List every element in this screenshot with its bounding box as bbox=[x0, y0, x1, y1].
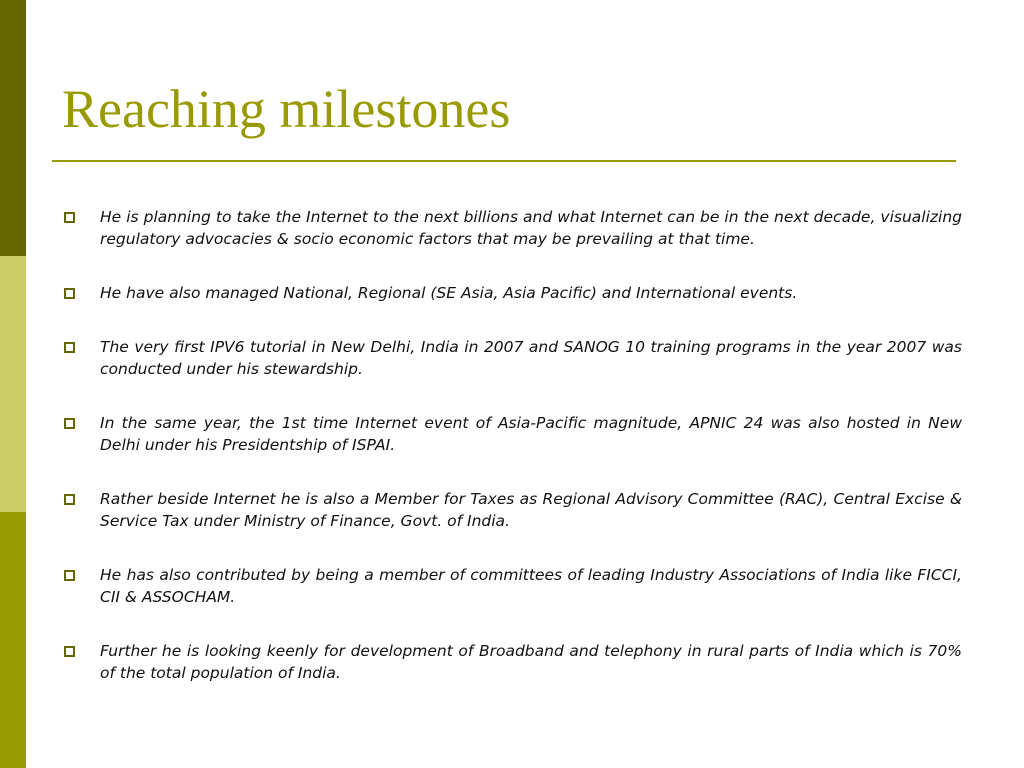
side-bar-mid-segment bbox=[0, 512, 26, 768]
bullet-item bbox=[62, 488, 962, 532]
bullet-text: The very first IPV6 tutorial in New Delhi, India in 2007 and SANOG 10 training programs in the year 2007 was conducted under his stewardship. bbox=[100, 338, 962, 378]
hollow-square-bullet-icon bbox=[64, 570, 75, 581]
bullet-item bbox=[62, 640, 962, 684]
hollow-square-bullet-icon bbox=[64, 418, 75, 429]
bullet-text: Further he is looking keenly for development of Broadband and telephony in rural parts of India which is 70% of the total population of India. bbox=[100, 642, 962, 682]
slide-title: Reaching milestones bbox=[62, 79, 511, 139]
hollow-square-bullet-icon bbox=[64, 288, 75, 299]
bullet-text: In the same year, the 1st time Internet event of Asia-Pacific magnitude, APNIC 24 was also hosted in New Delhi under his Presidentship of ISPAI. bbox=[100, 414, 962, 454]
hollow-square-bullet-icon bbox=[64, 212, 75, 223]
bullet-item bbox=[62, 412, 962, 456]
bullet-list bbox=[62, 206, 962, 716]
bullet-text: He have also managed National, Regional (SE Asia, Asia Pacific) and International events. bbox=[100, 284, 798, 302]
bullet-text: He has also contributed by being a member of committees of leading Industry Associations of India like FICCI, CII & ASSOCHAM. bbox=[100, 566, 962, 606]
hollow-square-bullet-icon bbox=[64, 646, 75, 657]
title-underline bbox=[52, 160, 956, 162]
bullet-item bbox=[62, 282, 962, 304]
bullet-item bbox=[62, 564, 962, 608]
side-bar-light-segment bbox=[0, 256, 26, 512]
hollow-square-bullet-icon bbox=[64, 494, 75, 505]
bullet-item bbox=[62, 206, 962, 250]
bullet-text: He is planning to take the Internet to the next billions and what Internet can be in the next decade, visualizing regulatory advocacies & socio economic factors that may be prevailing at that time. bbox=[100, 208, 962, 248]
side-bar-dark-segment bbox=[0, 0, 26, 256]
hollow-square-bullet-icon bbox=[64, 342, 75, 353]
bullet-text: Rather beside Internet he is also a Member for Taxes as Regional Advisory Committee (RAC), Central Excise & Service Tax under Ministry of Finance, Govt. of India. bbox=[100, 490, 962, 530]
bullet-item bbox=[62, 336, 962, 380]
